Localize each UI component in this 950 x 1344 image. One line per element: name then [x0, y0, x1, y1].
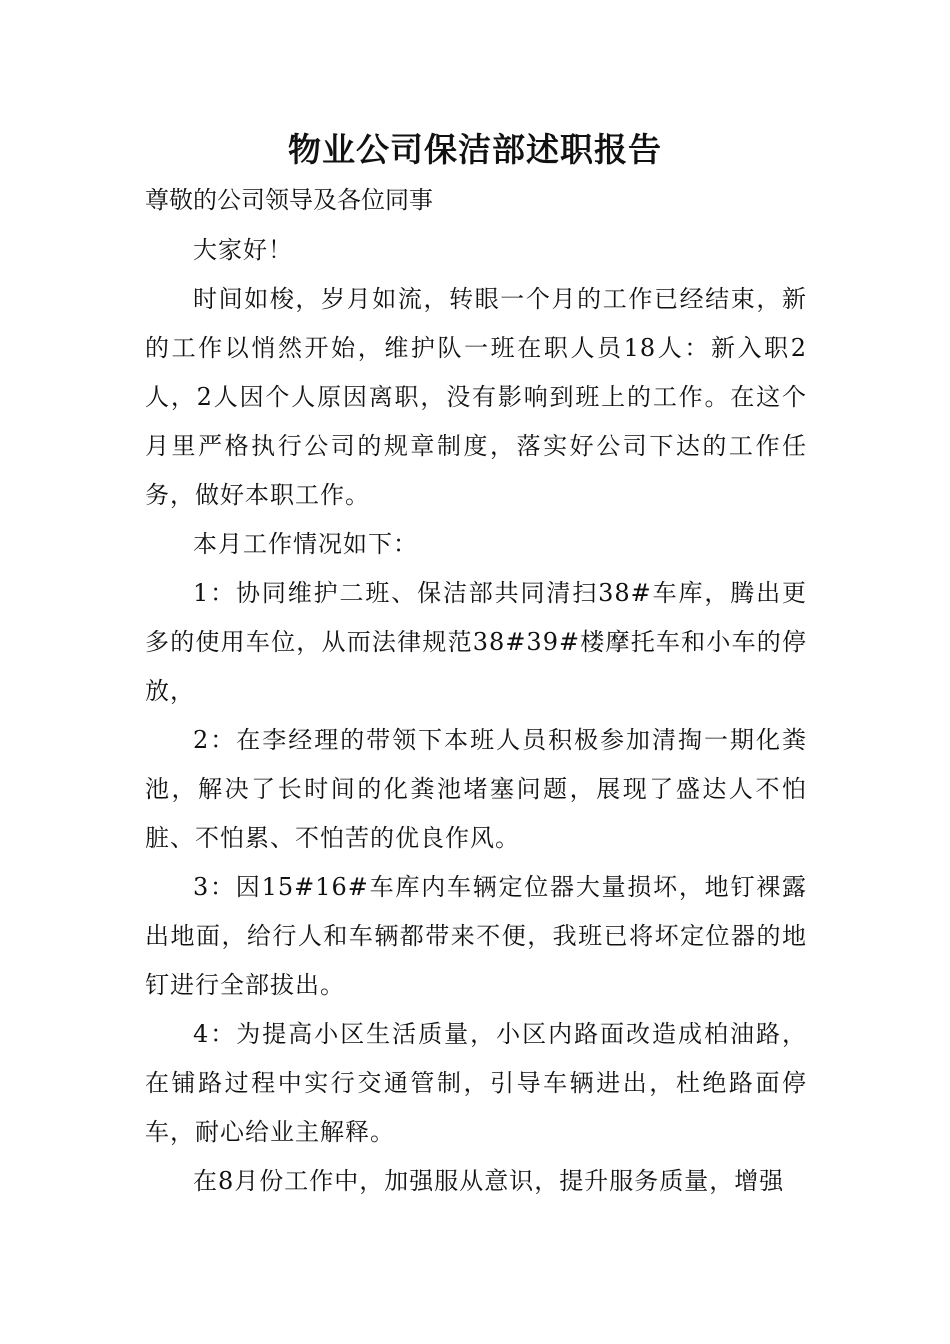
document-title: 物业公司保洁部述职报告 [288, 130, 662, 169]
paragraph-august: 在8月份工作中，加强服从意识，提升服务质量，增强 [193, 1167, 785, 1195]
paragraph-item-4: 4：为提高小区生活质量，小区内路面改造成柏油路，在铺路过程中实行交通管制，引导车辆进出，杜绝路面停车，耐心给业主解释。 [145, 1020, 807, 1146]
document-body [145, 226, 807, 1206]
salutation: 尊敬的公司领导及各位同事 [145, 186, 433, 214]
paragraph-item-3: 3：因15#16#车库内车辆定位器大量损坏，地钉裸露出地面，给行人和车辆都带来不便，我班已将坏定位器的地钉进行全部拔出。 [145, 873, 807, 999]
paragraph-item-2: 2：在李经理的带领下本班人员积极参加清掏一期化粪池，解决了长时间的化粪池堵塞问题，展现了盛达人不怕脏、不怕累、不怕苦的优良作风。 [145, 726, 807, 852]
paragraph-intro: 时间如梭，岁月如流，转眼一个月的工作已经结束，新的工作以悄然开始，维护队一班在职人员18人：新入职2人，2人因个人原因离职，没有影响到班上的工作。在这个月里严格执行公司的规章制度，落实好公司下达的工作任务，做好本职工作。 [145, 285, 807, 509]
paragraph-greeting: 大家好！ [193, 236, 293, 264]
paragraph-summary-heading: 本月工作情况如下： [193, 530, 418, 558]
paragraph-item-1: 1：协同维护二班、保洁部共同清扫38#车库，腾出更多的使用车位，从而法律规范38#39#楼摩托车和小车的停放， [145, 579, 807, 705]
